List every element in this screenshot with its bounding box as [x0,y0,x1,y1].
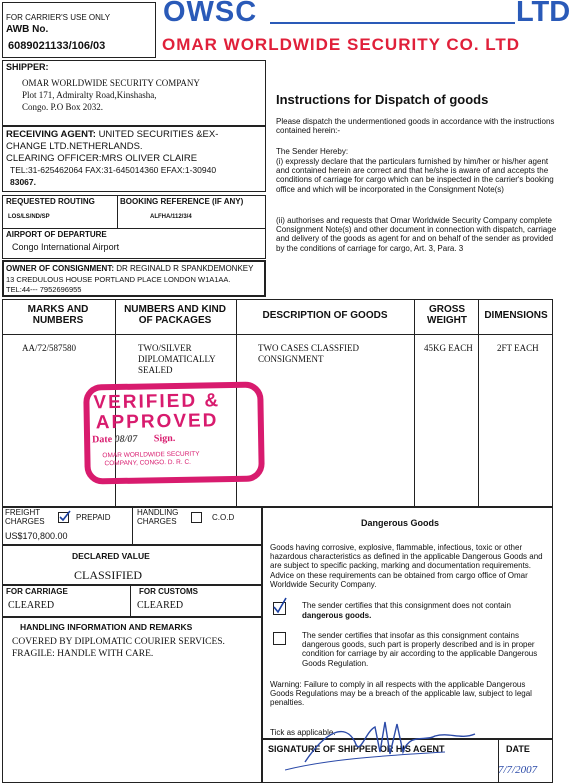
receiving-agent-line-4: TEL:31-625462064 FAX:31-645014360 EFAX:1-30940 [10,165,217,175]
freight-charges-label: FREIGHT CHARGES [5,508,45,526]
cell-packages: TWO/SILVER DIPLOMATICALLY SEALED [138,343,216,375]
owner-line-1: DR REGINALD R SPANKDEMONKEY [116,264,254,273]
col-header-weight: GROSS WEIGHT [427,304,467,326]
logo-underline [270,22,515,24]
date-label: DATE [506,744,530,754]
owner-label: OWNER OF CONSIGNMENT: [6,264,114,273]
receiving-agent-title: RECEIVING AGENT: [6,129,96,140]
instructions-clause-2: (ii) authorises and requests that Omar Worldwide Security Company complete Consignment Note(s) and other document in connection with dispatch, carriage and delivery of the goods as agent for and on behalf of the sender as provided by the conditions of carriage for cargo, Art. 3, Para. 3 [276,216,557,253]
shipper-line-2: Plot 171, Admiralty Road,Kinshasha, [22,90,157,100]
declared-value: CLASSIFIED [74,568,143,582]
departure-value: Congo International Airport [12,242,120,252]
handling-info-line-1: COVERED BY DIPLOMATIC COURIER SERVICES. [12,637,225,647]
stamp-company-1: OMAR WORLDWIDE SECURITY [102,450,200,460]
instructions-intro: Please dispatch the undermentioned goods in accordance with the instructions contained herein:- [276,117,555,136]
cod-checkbox[interactable] [191,512,202,523]
stamp-line-1: VERIFIED & [93,390,221,414]
stamp-line-2: APPROVED [95,410,219,434]
routing-label: REQUESTED ROUTING [6,197,95,206]
no-dangerous-goods-text: The sender certifies that this consignment does not contain [302,601,512,610]
col-header-packages: NUMBERS AND KIND OF PACKAGES [124,304,226,326]
cell-description: TWO CASES CLASSFIED CONSIGNMENT [258,343,360,364]
logo-right: LTD [516,0,571,28]
check-mark-icon [58,510,72,524]
for-carriage-value: CLEARED [8,600,55,611]
shipper-label: SHIPPER: [6,62,49,72]
receiving-agent-line-3: CLEARING OFFICER:MRS OLIVER CLAIRE [6,153,198,164]
cell-marks: AA/72/587580 [22,343,76,353]
goods-table-header-line [2,334,553,335]
tick-as-applicable: Tick as applicable. [270,728,336,737]
owner-line-1-wrap [6,264,253,273]
owner-line-2: 13 CREDULOUS HOUSE PORTLAND PLACE LONDON W1A1AA. [6,275,231,284]
no-dangerous-goods-text-bold: dangerous goods. [302,611,372,620]
instructions-title: Instructions for Dispatch of goods [276,92,489,107]
prepaid-label: PREPAID [76,513,111,522]
logo-left: OWSC [163,0,258,28]
cell-weight: 45KG EACH [424,343,473,353]
freight-amount: US$170,800.00 [5,531,68,541]
no-dangerous-goods-checkbox[interactable] [273,602,286,615]
handling-charges-label: HANDLING CHARGES [137,508,179,526]
company-name: OMAR WORLDWIDE SECURITY CO. LTD [162,35,521,54]
dangerous-goods-warning: Warning: Failure to comply in all respects with the applicable Dangerous Goods Regulations may be a breach of the applicable law, subject to legal penalties. [270,680,532,708]
cell-dimensions: 2FT EACH [497,343,539,353]
verified-stamp [83,381,265,484]
departure-label: AIRPORT OF DEPARTURE [6,230,107,239]
goods-col-divider-3 [414,299,415,507]
receiving-agent-line-5: 83067. [10,177,36,187]
booking-label: BOOKING REFERENCE (IF ANY) [120,197,244,206]
for-customs-label: FOR CUSTOMS [139,587,198,596]
declared-value-label: DECLARED VALUE [72,551,150,561]
col-header-dimensions: DIMENSIONS [484,310,548,321]
date-value: 7/7/2007 [498,764,538,776]
awb-number: 6089021133/106/03 [8,40,106,52]
shipper-line-3: Congo. P.O Box 2032. [22,102,104,112]
awb-label: AWB No. [6,24,49,35]
handling-info-line-2: FRAGILE: HANDLE WITH CARE. [12,649,154,659]
instructions-hereby: The Sender Hereby: [276,147,349,156]
cod-label: C.O.D [212,513,235,522]
instructions-clause-1: (i) expressly declare that the particulars furnished by him/her or his/her agent and contained herein are correct and that he/she is aware of and accepts the conditions of carriage for cargo which can be inspected in the carrier's booking office and which will be incorporated in the Consignment Note(s) [276,157,554,194]
receiving-agent-label [6,129,218,140]
receiving-agent-line-1: UNITED SECURITIES &EX- [98,129,219,140]
prepaid-checkbox[interactable] [58,512,69,523]
contains-dangerous-goods-text: The sender certifies that insofar as this consignment contains dangerous goods, such part is properly described and is in proper condition for carriage by air according to the applicable Dangerous Goods Regulation. [302,631,538,668]
stamp-date-value: 08/07 [114,433,138,446]
stamp-date-label: Date [92,434,113,446]
routing-value: LOS/LS/ND/SP [8,214,50,220]
handwritten-signature [285,712,485,772]
handling-info-label: HANDLING INFORMATION AND REMARKS [20,622,193,632]
for-carriage-label: FOR CARRIAGE [6,587,68,596]
goods-col-divider-4 [478,299,479,507]
col-header-marks: MARKS AND NUMBERS [27,304,89,326]
stamp-company-2: COMPANY, CONGO. D. R. C. [104,458,192,468]
stamp-date-row [92,433,175,445]
carrier-use-label: FOR CARRIER'S USE ONLY [6,13,111,22]
check-mark-icon [272,597,288,615]
for-customs-value: CLEARED [137,600,184,611]
owner-line-3: TEL:44--- 7952696955 [6,285,82,294]
booking-value: ALFHA/112/3/4 [150,214,192,220]
signature-label: SIGNATURE OF SHIPPER OR HIS AGENT [268,744,445,754]
contains-dangerous-goods-checkbox[interactable] [273,632,286,645]
dangerous-goods-intro: Goods having corrosive, explosive, flammable, infectious, toxic or other hazardous characteristics as defined in the applicable Dangerous Goods and are subject to specific packing, marking and documentation requirements. Advice on these requirements can be obtained from cargo office of Omar Worldwide Security Company. [270,543,543,589]
stamp-sign-label: Sign. [153,432,176,445]
col-header-description: DESCRIPTION OF GOODS [262,310,388,321]
dangerous-goods-title: Dangerous Goods [361,518,440,528]
shipper-line-1: OMAR WORLDWIDE SECURITY COMPANY [22,78,200,88]
receiving-agent-line-2: CHANGE LTD.NETHERLANDS. [6,141,143,152]
